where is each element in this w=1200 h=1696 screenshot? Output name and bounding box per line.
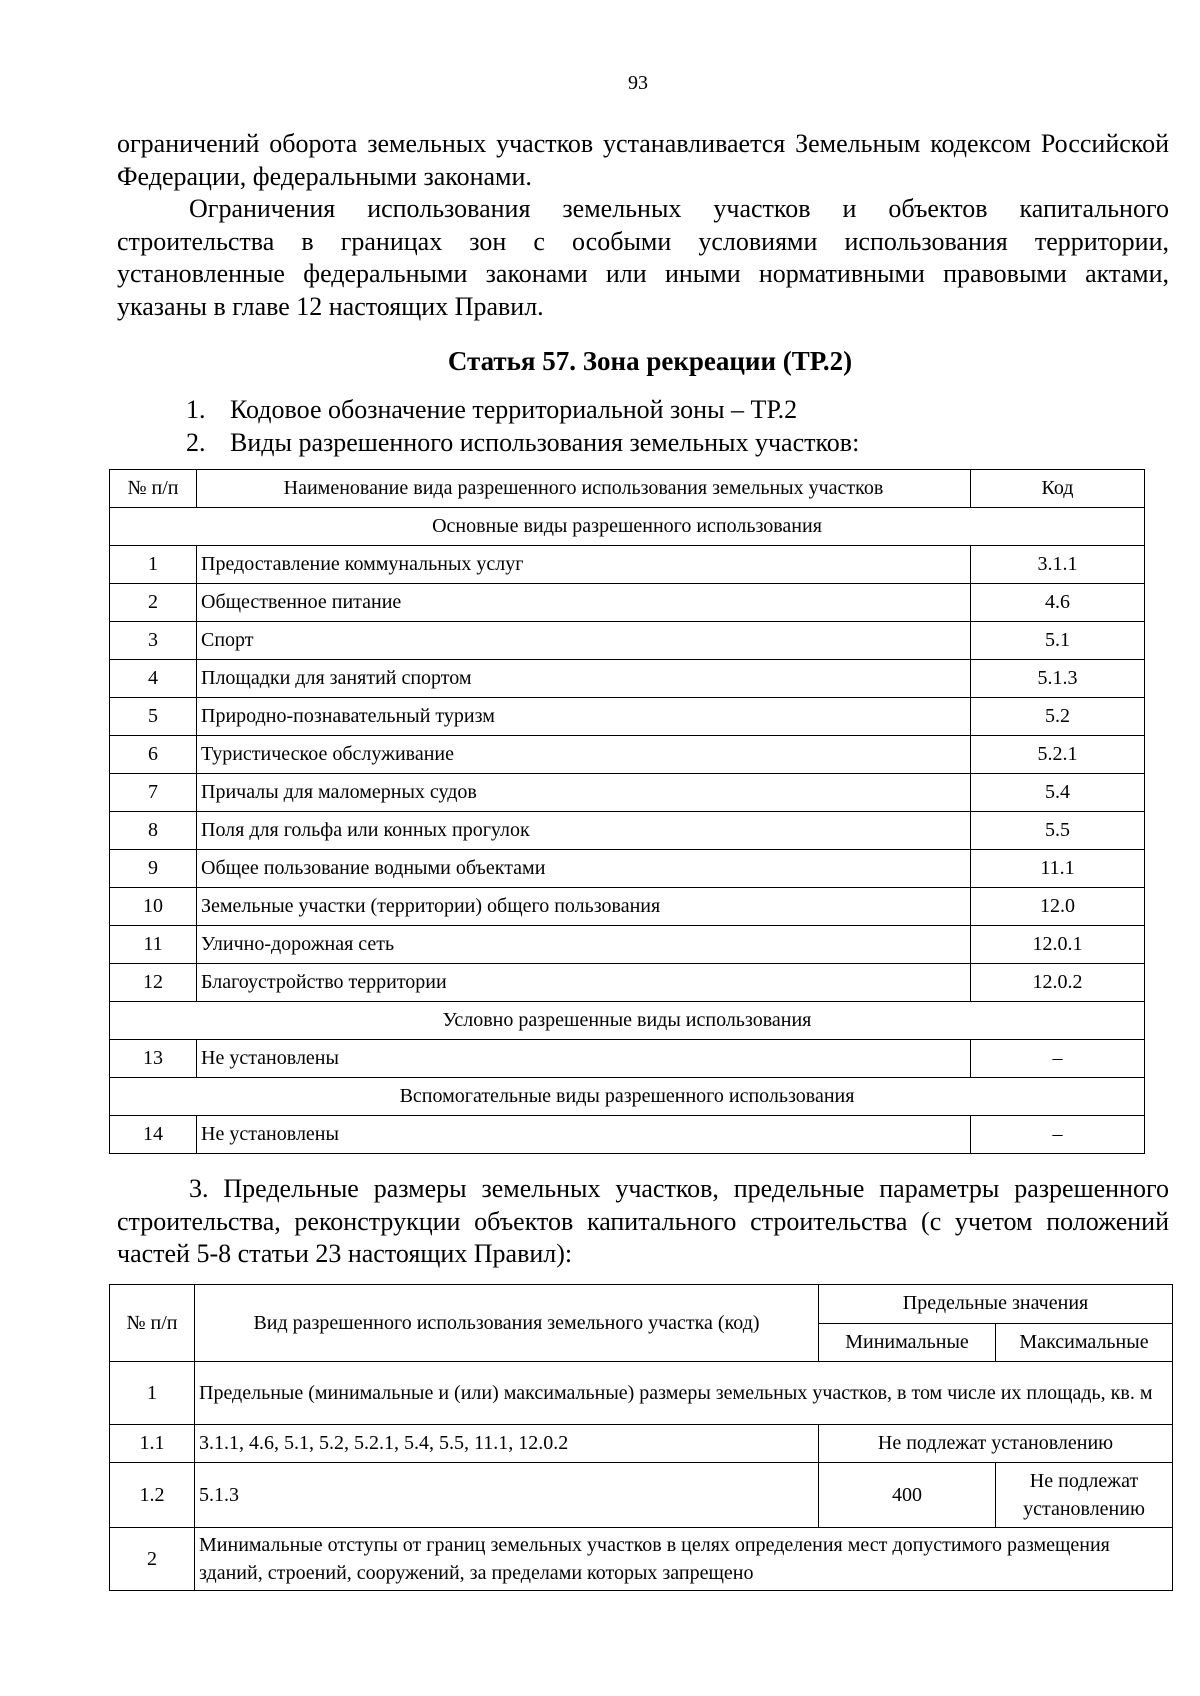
row-max: Не подлежат установлению <box>996 1463 1173 1528</box>
list-item-2 <box>186 427 859 459</box>
table-row <box>110 698 1145 736</box>
row-num: 2 <box>110 1528 195 1591</box>
row-code: 5.4 <box>971 774 1145 812</box>
row-num: 14 <box>110 1116 197 1154</box>
row-num: 1 <box>110 546 197 584</box>
header-name: Вид разрешенного использования земельного участка (код) <box>195 1285 819 1362</box>
row-code: 5.2.1 <box>971 736 1145 774</box>
row-num: 2 <box>110 584 197 622</box>
list-item-number: 2. <box>186 428 206 457</box>
table-header-row <box>110 1285 1173 1324</box>
table-row <box>110 1040 1145 1078</box>
header-name: Наименование вида разрешенного использования земельных участков <box>197 470 971 508</box>
row-name: Туристическое обслуживание <box>197 736 971 774</box>
row-code: – <box>971 1040 1145 1078</box>
page-number: 93 <box>628 72 648 94</box>
row-num: 13 <box>110 1040 197 1078</box>
header-num: № п/п <box>110 1285 195 1362</box>
row-num: 6 <box>110 736 197 774</box>
row-code: 12.0.2 <box>971 964 1145 1002</box>
table-row <box>110 1463 1173 1528</box>
section-conditional-label: Условно разрешенные виды использования <box>110 1002 1145 1040</box>
row-num: 1.2 <box>110 1463 195 1528</box>
row-num: 1.1 <box>110 1425 195 1463</box>
row-code: 12.0 <box>971 888 1145 926</box>
paragraph-2: Ограничения использования земельных участков и объектов капитального строительства в границах зон с особыми условиями использования территории, установленные федеральными законами или иными нормативными правовыми актами, указаны в главе 12 настоящих Правил. <box>117 194 1169 321</box>
row-name: Не установлены <box>197 1040 971 1078</box>
row-num: 3 <box>110 622 197 660</box>
row-name: Общественное питание <box>197 584 971 622</box>
row-code: – <box>971 1116 1145 1154</box>
table-row <box>110 888 1145 926</box>
list-item-text: Виды разрешенного использования земельных участков: <box>230 428 860 457</box>
row-num: 5 <box>110 698 197 736</box>
table-row <box>110 926 1145 964</box>
table-row <box>110 812 1145 850</box>
table-row <box>110 736 1145 774</box>
row-codes: 3.1.1, 4.6, 5.1, 5.2, 5.2.1, 5.4, 5.5, 11.1, 12.0.2 <box>195 1425 819 1463</box>
section-main-label: Основные виды разрешенного использования <box>110 508 1145 546</box>
section-row <box>110 508 1145 546</box>
row-name: Общее пользование водными объектами <box>197 850 971 888</box>
row-num: 9 <box>110 850 197 888</box>
table-row <box>110 1425 1173 1463</box>
row-name: Благоустройство территории <box>197 964 971 1002</box>
row-name: Не установлены <box>197 1116 971 1154</box>
row-code: 5.1 <box>971 622 1145 660</box>
header-code: Код <box>971 470 1145 508</box>
row-text: Минимальные отступы от границ земельных участков в целях определения мест допустимого размещения зданий, строений, сооружений, за пределами которых запрещено <box>195 1528 1173 1591</box>
row-value: Не подлежат установлению <box>819 1425 1173 1463</box>
row-code: 11.1 <box>971 850 1145 888</box>
row-name: Предоставление коммунальных услуг <box>197 546 971 584</box>
row-num: 7 <box>110 774 197 812</box>
header-limits: Предельные значения <box>819 1285 1173 1324</box>
table-header-row <box>110 470 1145 508</box>
row-num: 10 <box>110 888 197 926</box>
row-name: Улично-дорожная сеть <box>197 926 971 964</box>
header-max: Максимальные <box>996 1323 1173 1362</box>
row-num: 1 <box>110 1362 195 1425</box>
table-row <box>110 774 1145 812</box>
row-codes: 5.1.3 <box>195 1463 819 1528</box>
row-num: 12 <box>110 964 197 1002</box>
row-name: Природно-познавательный туризм <box>197 698 971 736</box>
table-row <box>110 1362 1173 1425</box>
table-row <box>110 584 1145 622</box>
table-row <box>110 546 1145 584</box>
row-name: Причалы для маломерных судов <box>197 774 971 812</box>
section-row <box>110 1078 1145 1116</box>
header-num: № п/п <box>110 470 197 508</box>
row-code: 5.2 <box>971 698 1145 736</box>
row-text: Предельные (минимальные и (или) максимальные) размеры земельных участков, в том числе их площадь, кв. м <box>195 1362 1173 1425</box>
row-num: 8 <box>110 812 197 850</box>
limits-table <box>109 1284 1173 1591</box>
table-row <box>110 660 1145 698</box>
row-code: 4.6 <box>971 584 1145 622</box>
row-code: 5.1.3 <box>971 660 1145 698</box>
row-num: 4 <box>110 660 197 698</box>
table-row <box>110 964 1145 1002</box>
table-row <box>110 850 1145 888</box>
table-row <box>110 1528 1173 1591</box>
row-name: Площадки для занятий спортом <box>197 660 971 698</box>
row-name: Поля для гольфа или конных прогулок <box>197 812 971 850</box>
table-row <box>110 622 1145 660</box>
list-item-number: 1. <box>186 395 206 424</box>
row-min: 400 <box>819 1463 996 1528</box>
row-code: 3.1.1 <box>971 546 1145 584</box>
paragraph-3: 3. Предельные размеры земельных участков, предельные параметры разрешенного строительства, реконструкции объектов капитального строительства (с учетом положений частей 5-8 статьи 23 настоящих Правил): <box>117 1174 1169 1269</box>
row-name: Спорт <box>197 622 971 660</box>
list-item-text: Кодовое обозначение территориальной зоны – ТР.2 <box>230 395 798 424</box>
section-auxiliary-label: Вспомогательные виды разрешенного использования <box>110 1078 1145 1116</box>
row-name: Земельные участки (территории) общего пользования <box>197 888 971 926</box>
header-min: Минимальные <box>819 1323 996 1362</box>
row-code: 5.5 <box>971 812 1145 850</box>
section-row <box>110 1002 1145 1040</box>
paragraph-1: ограничений оборота земельных участков устанавливается Земельным кодексом Российской Федерации, федеральными законами. <box>117 129 1169 191</box>
row-code: 12.0.1 <box>971 926 1145 964</box>
list-item-1 <box>186 394 797 426</box>
row-num: 11 <box>110 926 197 964</box>
permitted-use-table <box>109 469 1145 1154</box>
table-row <box>110 1116 1145 1154</box>
article-title: Статья 57. Зона рекреации (ТР.2) <box>447 346 853 376</box>
